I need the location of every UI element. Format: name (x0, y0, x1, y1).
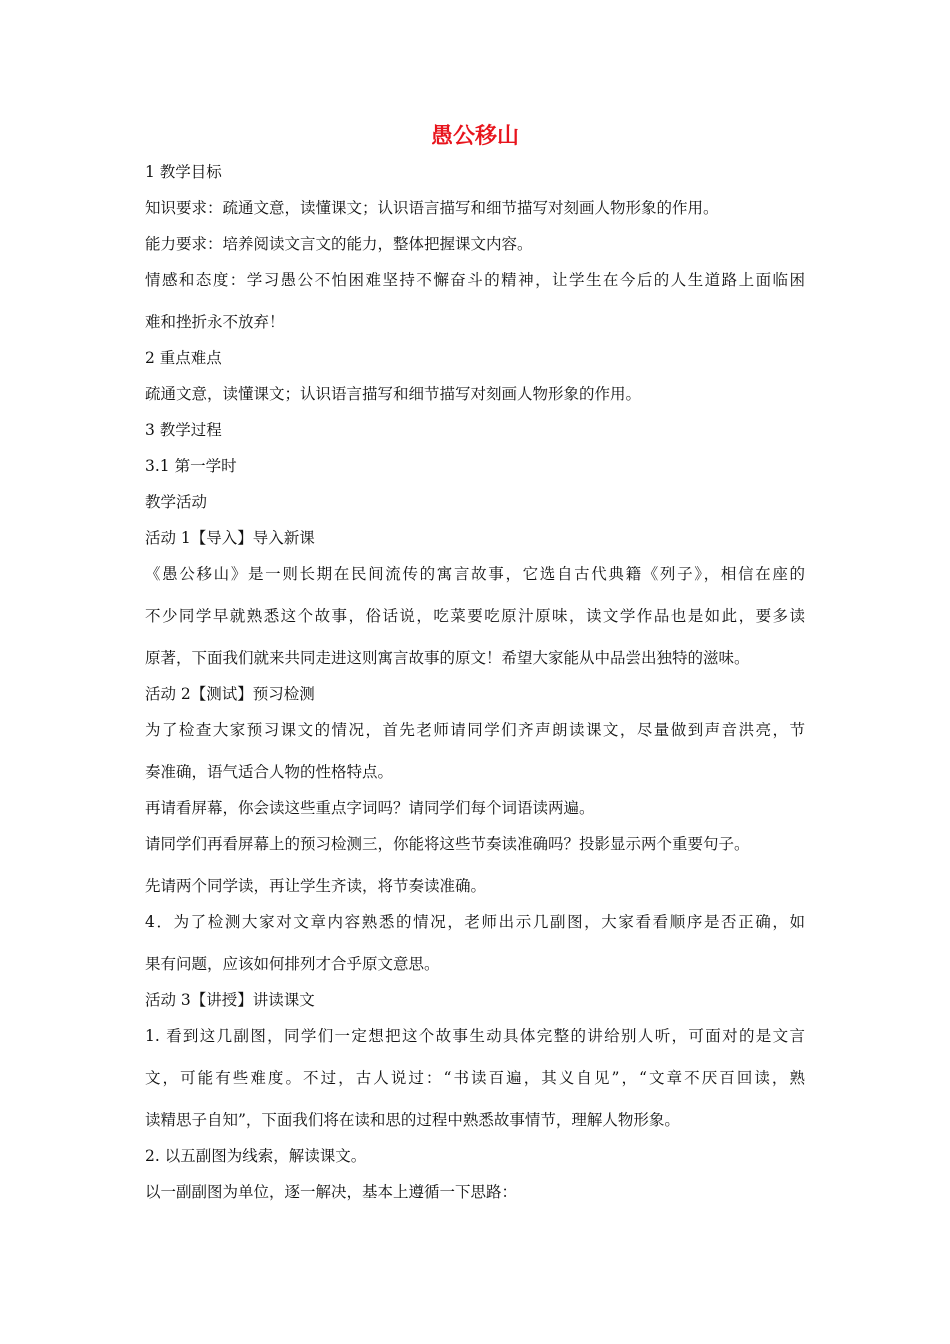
activity-heading: 活动 2【测试】预习检测 (145, 685, 315, 703)
text-line: 读精思子自知”，下面我们将在读和思的过程中熟悉故事情节，理解人物形象。 (145, 1111, 680, 1129)
text-line: 以一副副图为单位，逐一解决，基本上遵循一下思路： (145, 1183, 518, 1201)
text-line: 先请两个同学读，再让学生齐读，将节奏读准确。 (145, 877, 487, 895)
activity-heading: 活动 1【导入】导入新课 (145, 529, 315, 547)
text-line: 知识要求：疏通文意，读懂课文；认识语言描写和细节描写对刻画人物形象的作用。 (145, 199, 719, 217)
text-line: 能力要求：培养阅读文言文的能力，整体把握课文内容。 (145, 235, 533, 253)
text-line: 4．为了检测大家对文章内容熟悉的情况，老师出示几副图，大家看看顺序是否正确，如 (145, 913, 805, 931)
document-title: 愚公移山 (430, 124, 519, 149)
text-line: 2. 以五副图为线索，解读课文。 (145, 1147, 367, 1165)
text-line: 情感和态度：学习愚公不怕困难坚持不懈奋斗的精神，让学生在今后的人生道路上面临困 (145, 271, 805, 289)
section-heading-objectives: 1 教学目标 (145, 163, 222, 181)
subsection-heading: 3.1 第一学时 (145, 457, 237, 475)
text-line: 疏通文意，读懂课文；认识语言描写和细节描写对刻画人物形象的作用。 (145, 385, 642, 403)
activity-heading: 活动 3【讲授】讲读课文 (145, 991, 315, 1009)
text-line: 果有问题，应该如何排列才合乎原文意思。 (145, 955, 440, 973)
text-line: 为了检查大家预习课文的情况，首先老师请同学们齐声朗读课文，尽量做到声音洪亮，节 (145, 721, 805, 739)
subsection-heading: 教学活动 (145, 493, 208, 511)
section-heading-key-points: 2 重点难点 (145, 349, 222, 367)
section-heading-process: 3 教学过程 (145, 421, 222, 439)
text-line: 1. 看到这几副图，同学们一定想把这个故事生动具体完整的讲给别人听，可面对的是文言 (145, 1027, 805, 1045)
text-line: 请同学们再看屏幕上的预习检测三，你能将这些节奏读准确吗？投影显示两个重要句子。 (145, 835, 750, 853)
text-line: 难和挫折永不放弃！ (145, 313, 285, 331)
text-line: 再请看屏幕，你会读这些重点字词吗？请同学们每个词语读两遍。 (145, 799, 595, 817)
text-line: 奏准确，语气适合人物的性格特点。 (145, 763, 394, 781)
text-line: 文，可能有些难度。不过，古人说过：“书读百遍，其义自见”，“文章不厌百回读，熟 (145, 1069, 805, 1087)
text-line: 《愚公移山》是一则长期在民间流传的寓言故事，它选自古代典籍《列子》，相信在座的 (145, 565, 805, 583)
text-line: 不少同学早就熟悉这个故事，俗话说，吃菜要吃原汁原味，读文学作品也是如此，要多读 (145, 607, 805, 625)
text-line: 原著，下面我们就来共同走进这则寓言故事的原文！希望大家能从中品尝出独特的滋味。 (145, 649, 750, 667)
